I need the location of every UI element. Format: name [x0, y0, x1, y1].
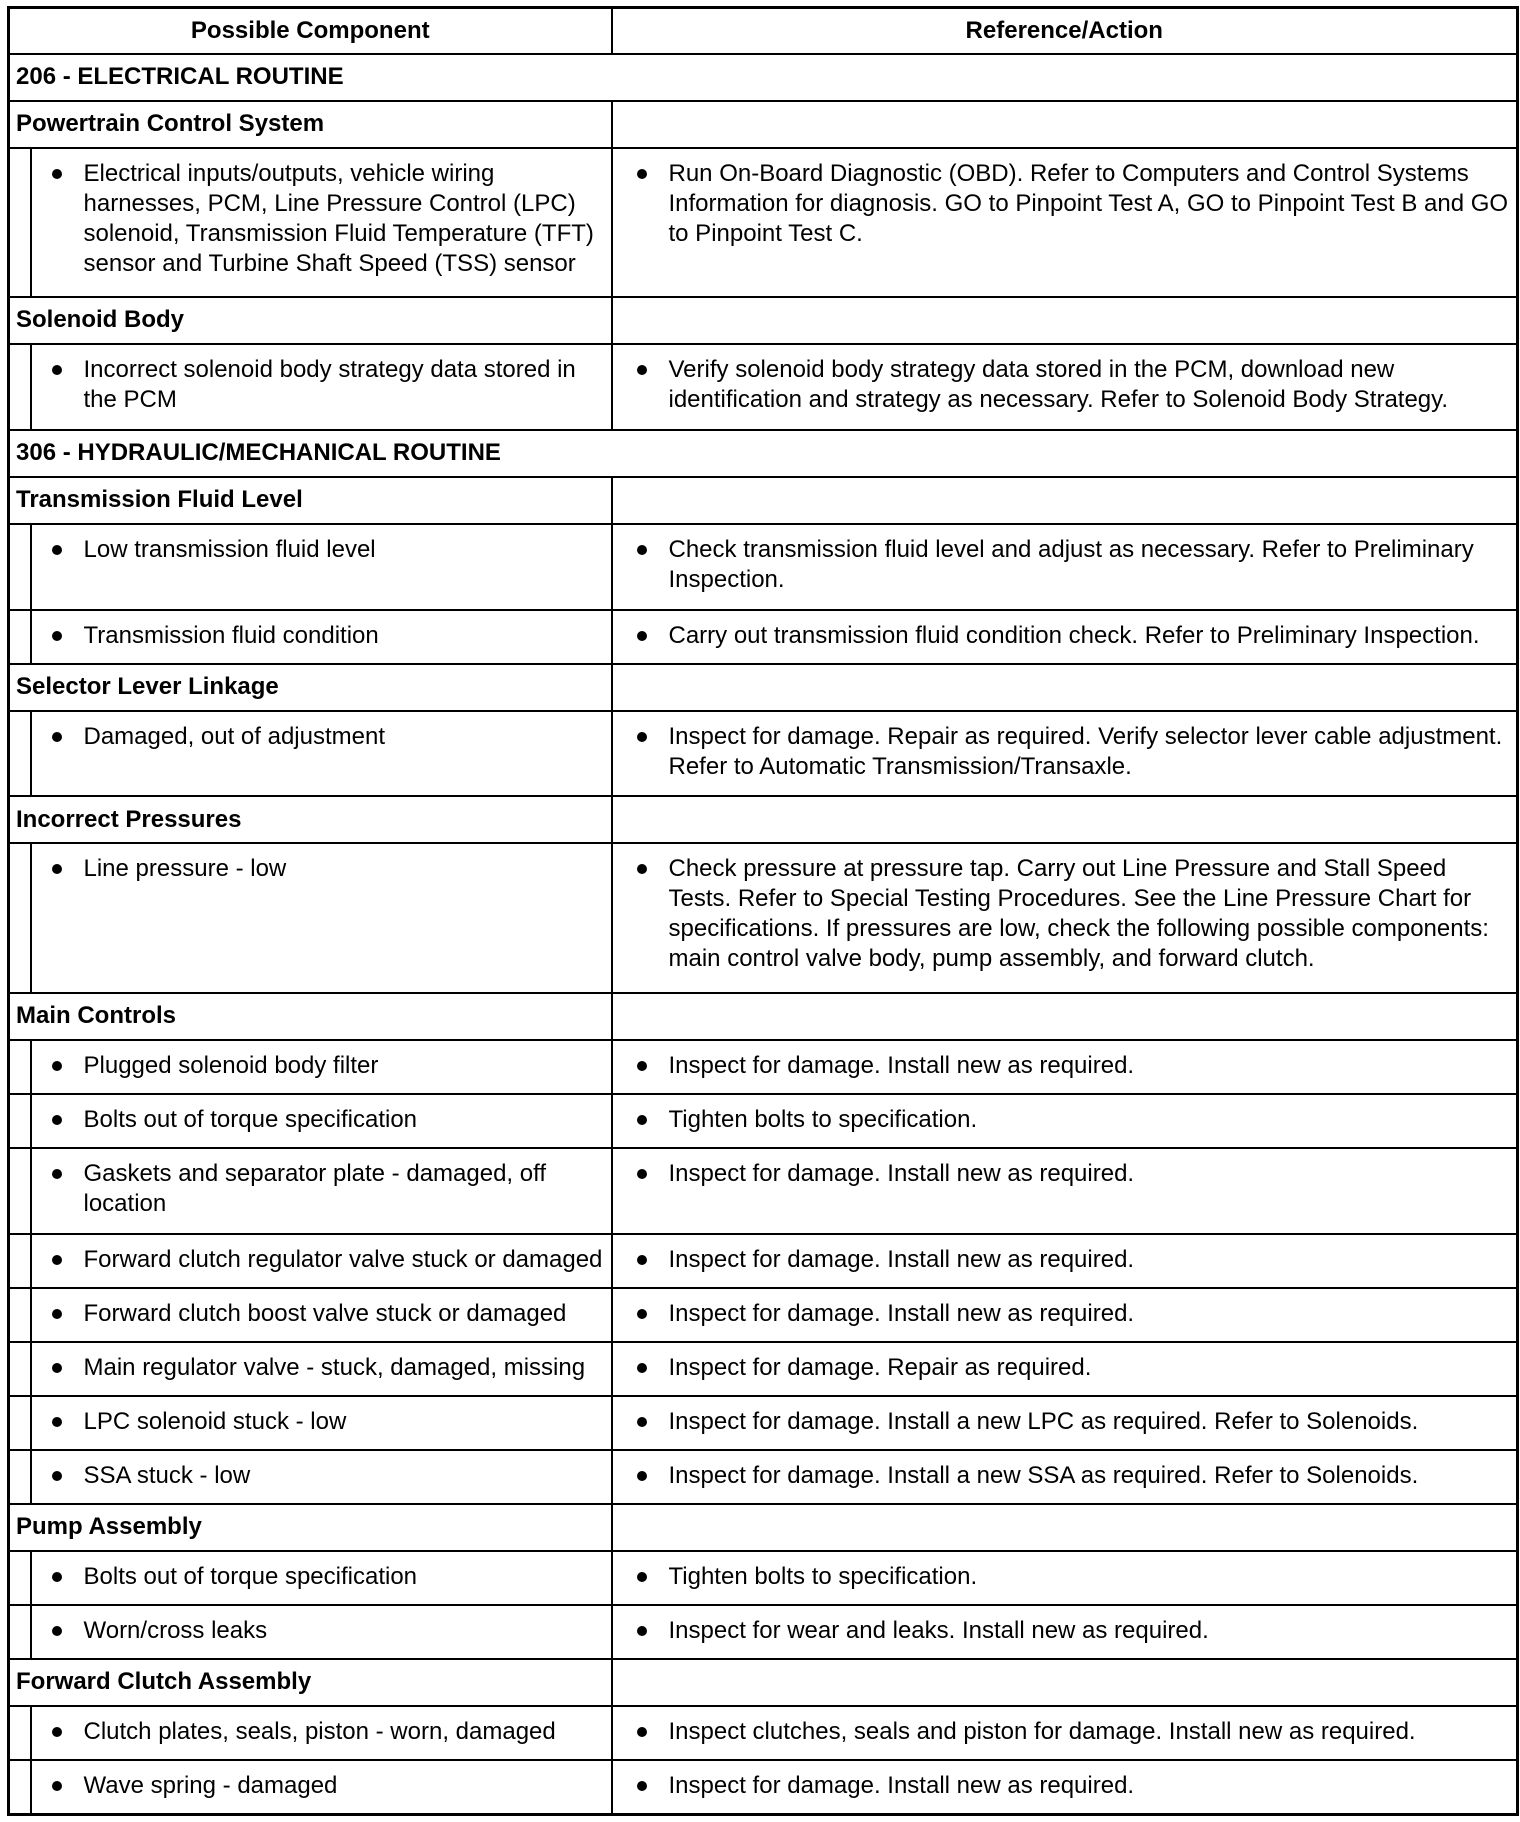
- bullet-icon: [637, 1727, 647, 1737]
- action-text: Inspect for damage. Install new as required.: [668, 1299, 1135, 1327]
- bullet-icon: [637, 1309, 647, 1319]
- table-row: [9, 524, 1518, 610]
- table-row: [9, 610, 1518, 664]
- table-row: [9, 1605, 1518, 1659]
- bullet-icon: [637, 169, 647, 179]
- bullet-icon: [52, 1471, 62, 1481]
- indent-cell: [9, 610, 31, 664]
- action-cell: [612, 1148, 1518, 1234]
- bullet-icon: [52, 1417, 62, 1427]
- action-text: Check transmission fluid level and adjust as necessary. Refer to Preliminary Inspection.: [668, 535, 1474, 593]
- component-cell: [31, 148, 612, 297]
- bullet-icon: [52, 1061, 62, 1071]
- component-text: Bolts out of torque specification: [83, 1105, 418, 1133]
- component-cell: [31, 1551, 612, 1605]
- group-row: [9, 477, 1518, 524]
- component-cell: [31, 1605, 612, 1659]
- table-row: [9, 1450, 1518, 1504]
- empty-cell: [612, 1659, 1518, 1706]
- group-heading: Transmission Fluid Level: [9, 477, 612, 524]
- indent-cell: [9, 1450, 31, 1504]
- component-text: Line pressure - low: [83, 855, 287, 883]
- component-cell: [31, 1234, 612, 1288]
- action-text: Inspect for wear and leaks. Install new as required.: [668, 1616, 1209, 1644]
- component-cell: [31, 1094, 612, 1148]
- indent-cell: [9, 1094, 31, 1148]
- bullet-icon: [52, 1572, 62, 1582]
- action-cell: [612, 1450, 1518, 1504]
- action-cell: [612, 1706, 1518, 1760]
- action-text: Check pressure at pressure tap. Carry out Line Pressure and Stall Speed Tests. Refer to Special Testing Procedures. See the Line Pressure Chart for specifications. If pressures are low, check the following possible components: main control valve body, pump assembly, and forward clutch.: [668, 855, 1489, 973]
- action-cell: [612, 1288, 1518, 1342]
- component-text: Main regulator valve - stuck, damaged, missing: [83, 1353, 586, 1381]
- indent-cell: [9, 524, 31, 610]
- group-row: [9, 664, 1518, 711]
- table-body: [9, 54, 1518, 1815]
- action-cell: [612, 344, 1518, 430]
- column-header-component: Possible Component: [9, 8, 612, 54]
- component-cell: [31, 524, 612, 610]
- indent-cell: [9, 148, 31, 297]
- component-cell: [31, 1396, 612, 1450]
- section-heading: 306 - HYDRAULIC/MECHANICAL ROUTINE: [9, 430, 1518, 477]
- component-text: Worn/cross leaks: [83, 1616, 268, 1644]
- empty-cell: [612, 297, 1518, 344]
- action-cell: [612, 1760, 1518, 1815]
- action-cell: [612, 1342, 1518, 1396]
- action-cell: [612, 711, 1518, 797]
- column-header-action: Reference/Action: [612, 8, 1518, 54]
- section-heading: 206 - ELECTRICAL ROUTINE: [9, 54, 1518, 101]
- group-row: [9, 1659, 1518, 1706]
- group-heading: Pump Assembly: [9, 1504, 612, 1551]
- action-cell: [612, 1396, 1518, 1450]
- bullet-icon: [637, 1061, 647, 1071]
- bullet-icon: [52, 1115, 62, 1125]
- bullet-icon: [52, 365, 62, 375]
- component-text: Transmission fluid condition: [83, 621, 379, 649]
- indent-cell: [9, 1706, 31, 1760]
- indent-cell: [9, 1288, 31, 1342]
- table-row: [9, 1234, 1518, 1288]
- table-row: [9, 1094, 1518, 1148]
- action-text: Tighten bolts to specification.: [668, 1562, 978, 1590]
- action-text: Inspect for damage. Repair as required.: [668, 1353, 1092, 1381]
- bullet-icon: [637, 631, 647, 641]
- table-row: [9, 1288, 1518, 1342]
- action-cell: [612, 610, 1518, 664]
- bullet-icon: [52, 1309, 62, 1319]
- component-text: LPC solenoid stuck - low: [83, 1407, 347, 1435]
- table-row: [9, 711, 1518, 797]
- empty-cell: [612, 1504, 1518, 1551]
- action-cell: [612, 524, 1518, 610]
- action-text: Inspect for damage. Repair as required. Verify selector lever cable adjustment. Refer to Automatic Transmission/Transaxle.: [668, 722, 1503, 780]
- indent-cell: [9, 1551, 31, 1605]
- bullet-icon: [637, 1169, 647, 1179]
- table-header-row: [9, 8, 1518, 54]
- empty-cell: [612, 796, 1518, 843]
- indent-cell: [9, 1760, 31, 1815]
- action-cell: [612, 148, 1518, 297]
- component-text: Low transmission fluid level: [83, 535, 376, 563]
- bullet-icon: [52, 545, 62, 555]
- group-row: [9, 993, 1518, 1040]
- table-row: [9, 148, 1518, 297]
- group-heading: Forward Clutch Assembly: [9, 1659, 612, 1706]
- component-text: Plugged solenoid body filter: [83, 1051, 379, 1079]
- component-text: Incorrect solenoid body strategy data stored in the PCM: [83, 355, 576, 413]
- component-cell: [31, 1288, 612, 1342]
- action-text: Inspect for damage. Install a new SSA as required. Refer to Solenoids.: [668, 1461, 1419, 1489]
- component-cell: [31, 1450, 612, 1504]
- bullet-icon: [52, 1626, 62, 1636]
- diagnostic-table: [7, 6, 1519, 1816]
- component-cell: [31, 344, 612, 430]
- action-text: Carry out transmission fluid condition check. Refer to Preliminary Inspection.: [668, 621, 1480, 649]
- bullet-icon: [637, 545, 647, 555]
- component-cell: [31, 1342, 612, 1396]
- action-text: Run On-Board Diagnostic (OBD). Refer to Computers and Control Systems Information for diagnosis. GO to Pinpoint Test A, GO to Pinpoint Test B and GO to Pinpoint Test C.: [668, 159, 1509, 247]
- action-cell: [612, 1551, 1518, 1605]
- bullet-icon: [637, 1572, 647, 1582]
- component-text: Clutch plates, seals, piston - worn, damaged: [83, 1717, 556, 1745]
- action-cell: [612, 843, 1518, 992]
- bullet-icon: [52, 1169, 62, 1179]
- bullet-icon: [637, 1417, 647, 1427]
- indent-cell: [9, 344, 31, 430]
- group-heading: Solenoid Body: [9, 297, 612, 344]
- action-text: Inspect clutches, seals and piston for damage. Install new as required.: [668, 1717, 1416, 1745]
- component-text: Forward clutch regulator valve stuck or damaged: [83, 1245, 603, 1273]
- group-heading: Powertrain Control System: [9, 101, 612, 148]
- indent-cell: [9, 843, 31, 992]
- bullet-icon: [637, 1781, 647, 1791]
- component-cell: [31, 1040, 612, 1094]
- component-text: Damaged, out of adjustment: [83, 722, 386, 750]
- component-cell: [31, 610, 612, 664]
- group-row: [9, 796, 1518, 843]
- table-row: [9, 1760, 1518, 1815]
- bullet-icon: [52, 1255, 62, 1265]
- indent-cell: [9, 711, 31, 797]
- group-heading: Main Controls: [9, 993, 612, 1040]
- empty-cell: [612, 993, 1518, 1040]
- group-row: [9, 297, 1518, 344]
- table-row: [9, 1396, 1518, 1450]
- group-row: [9, 1504, 1518, 1551]
- bullet-icon: [637, 864, 647, 874]
- action-cell: [612, 1605, 1518, 1659]
- group-row: [9, 101, 1518, 148]
- empty-cell: [612, 101, 1518, 148]
- bullet-icon: [637, 1471, 647, 1481]
- action-cell: [612, 1040, 1518, 1094]
- component-cell: [31, 1760, 612, 1815]
- section-row: [9, 430, 1518, 477]
- indent-cell: [9, 1234, 31, 1288]
- empty-cell: [612, 664, 1518, 711]
- component-text: Gaskets and separator plate - damaged, off location: [83, 1159, 547, 1217]
- component-text: Forward clutch boost valve stuck or damaged: [83, 1299, 567, 1327]
- indent-cell: [9, 1396, 31, 1450]
- action-text: Inspect for damage. Install new as required.: [668, 1771, 1135, 1799]
- action-cell: [612, 1234, 1518, 1288]
- action-text: Inspect for damage. Install new as required.: [668, 1245, 1135, 1273]
- component-text: Wave spring - damaged: [83, 1771, 338, 1799]
- group-heading: Incorrect Pressures: [9, 796, 612, 843]
- action-text: Inspect for damage. Install new as required.: [668, 1159, 1135, 1187]
- component-text: Bolts out of torque specification: [83, 1562, 418, 1590]
- bullet-icon: [637, 1626, 647, 1636]
- table-row: [9, 1040, 1518, 1094]
- table-row: [9, 1148, 1518, 1234]
- indent-cell: [9, 1605, 31, 1659]
- bullet-icon: [637, 1363, 647, 1373]
- bullet-icon: [52, 1363, 62, 1373]
- component-cell: [31, 711, 612, 797]
- bullet-icon: [52, 631, 62, 641]
- component-cell: [31, 1706, 612, 1760]
- bullet-icon: [52, 169, 62, 179]
- table-row: [9, 1342, 1518, 1396]
- action-text: Inspect for damage. Install a new LPC as required. Refer to Solenoids.: [668, 1407, 1419, 1435]
- table-row: [9, 1706, 1518, 1760]
- action-text: Tighten bolts to specification.: [668, 1105, 978, 1133]
- indent-cell: [9, 1342, 31, 1396]
- section-row: [9, 54, 1518, 101]
- bullet-icon: [52, 1781, 62, 1791]
- component-cell: [31, 1148, 612, 1234]
- group-heading: Selector Lever Linkage: [9, 664, 612, 711]
- component-text: SSA stuck - low: [83, 1461, 251, 1489]
- empty-cell: [612, 477, 1518, 524]
- action-text: Inspect for damage. Install new as required.: [668, 1051, 1135, 1079]
- indent-cell: [9, 1040, 31, 1094]
- table-row: [9, 1551, 1518, 1605]
- bullet-icon: [52, 1727, 62, 1737]
- table-row: [9, 843, 1518, 992]
- bullet-icon: [637, 732, 647, 742]
- component-text: Electrical inputs/outputs, vehicle wiring harnesses, PCM, Line Pressure Control (LPC) solenoid, Transmission Fluid Temperature (TFT) sensor and Turbine Shaft Speed (TSS) sensor: [83, 159, 594, 277]
- bullet-icon: [52, 732, 62, 742]
- component-cell: [31, 843, 612, 992]
- action-text: Verify solenoid body strategy data stored in the PCM, download new identification and strategy as necessary. Refer to Solenoid Body Strategy.: [668, 355, 1449, 413]
- action-cell: [612, 1094, 1518, 1148]
- bullet-icon: [637, 1115, 647, 1125]
- table-row: [9, 344, 1518, 430]
- indent-cell: [9, 1148, 31, 1234]
- bullet-icon: [52, 864, 62, 874]
- bullet-icon: [637, 1255, 647, 1265]
- bullet-icon: [637, 365, 647, 375]
